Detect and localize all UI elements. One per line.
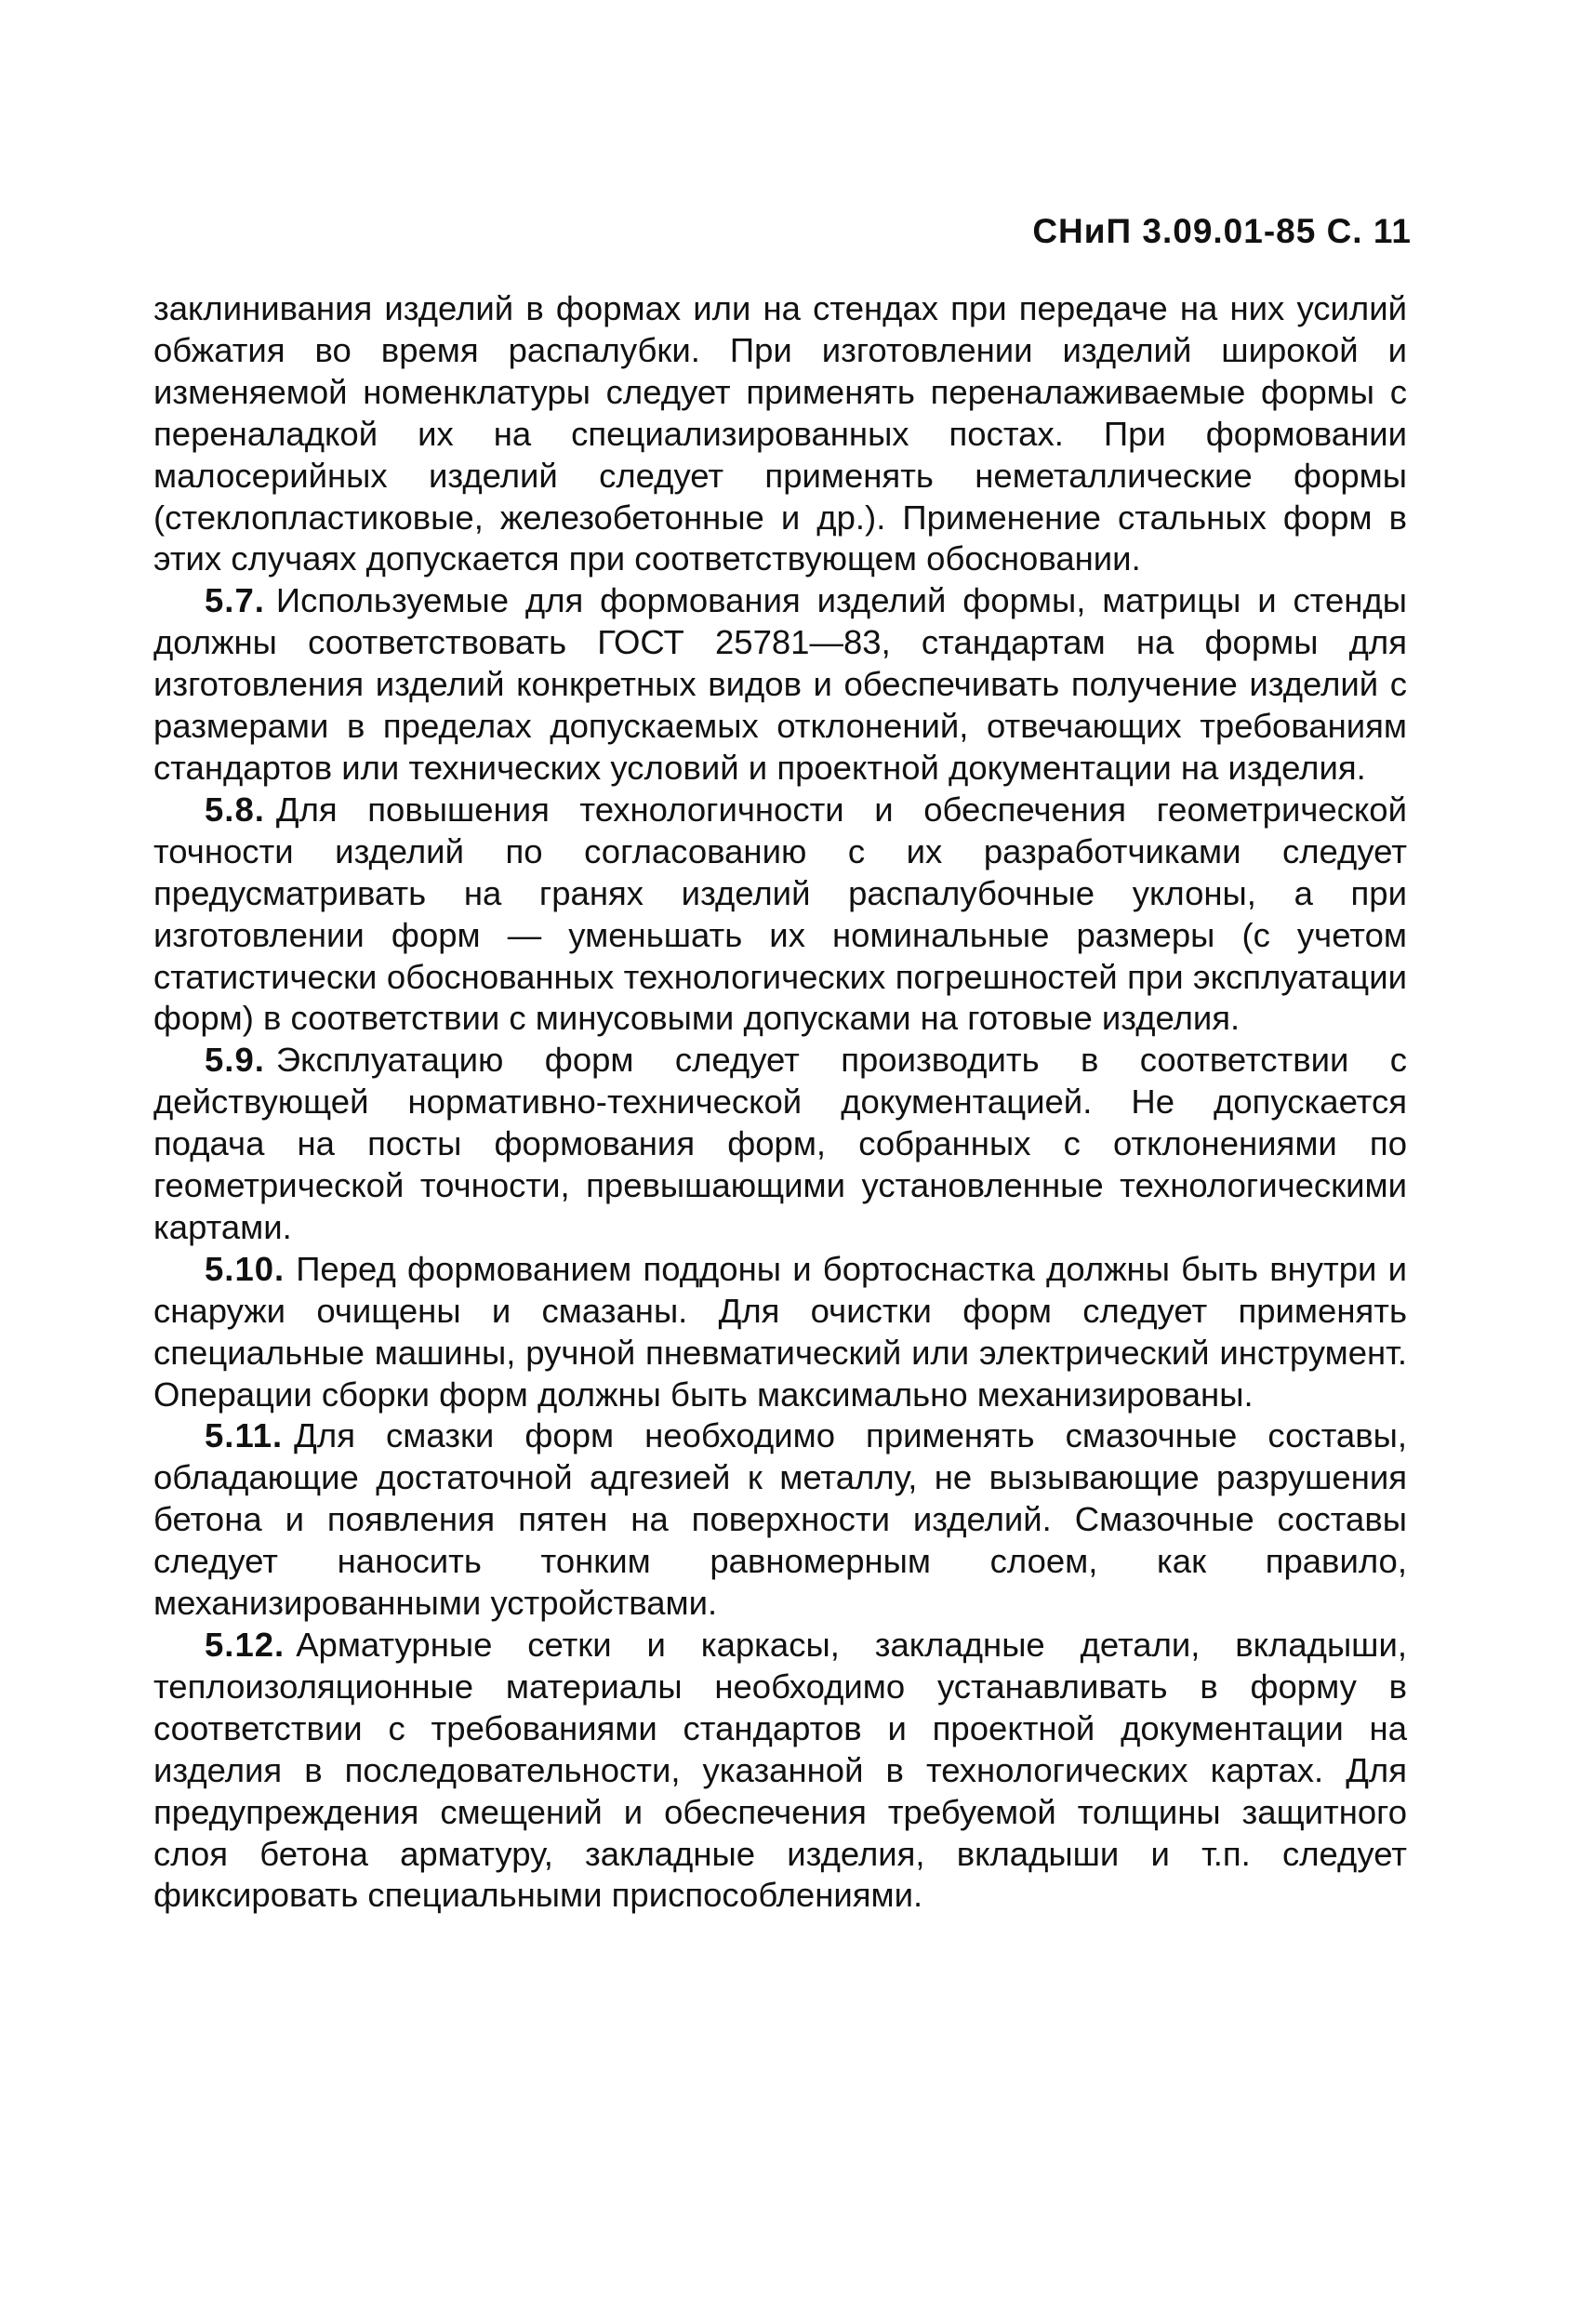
clause-text: Используемые для формования изделий формы, матрицы и стенды должны соответствовать ГОСТ 25781—83, стандартам на формы для изготовления изделий конкретных видов и обеспечивать получение изделий с размерами в пределах допускаемых отклонений, отвечающих требованиям стандартов или технических условий и проектной документации на изделия. (153, 581, 1407, 787)
clause-text: Эксплуатацию форм следует производить в соответствии с действующей нормативно-технической документацией. Не допускается подача на посты формования форм, собранных с отклонениями по геометрической точности, превышающими установленные технологическими картами. (153, 1041, 1407, 1246)
clause-number: 5.8. (205, 790, 265, 829)
intro-paragraph: заклинивания изделий в формах или на стендах при передаче на них усилий обжатия во время распалубки. При изготовлении изделий широкой и изменяемой номенклатуры следует применять переналаживаемые формы с переналадкой их на специализированных постах. При формовании малосерийных изделий следует применять неметаллические формы (стеклопластиковые, железобетонные и др.). Применение стальных форм в этих случаях допускается при соответствующем обосновании. (153, 289, 1407, 578)
clause-text: Для повышения технологичности и обеспечения геометрической точности изделий по согласованию с их разработчиками следует предусматривать на гранях изделий распалубочные уклоны, а при изготовлении форм — уменьшать их номинальные размеры (с учетом статистически обоснованных технологических погрешностей при эксплуатации форм) в соответствии с минусовыми допусками на готовые изделия. (153, 790, 1407, 1038)
clause-5-11 (153, 1415, 1407, 1625)
clause-text: Арматурные сетки и каркасы, закладные детали, вкладыши, теплоизоляционные материалы необходимо устанавливать в форму в соответствии с требованиями стандартов и проектной документации на изделия в последовательности, указанной в технологических картах. Для предупреждения смещений и обеспечения требуемой толщины защитного слоя бетона арматуру, закладные изделия, вкладыши и т.п. следует фиксировать специальными приспособлениями. (153, 1626, 1407, 1915)
clause-5-9 (153, 1040, 1407, 1249)
clause-5-8 (153, 790, 1407, 1040)
document-body (153, 288, 1407, 1917)
clause-text: Перед формованием поддоны и бортоснастка должны быть внутри и снаружи очищены и смазаны. Для очистки форм следует применять специальные машины, ручной пневматический или электрический инструмент. Операции сборки форм должны быть максимально механизированы. (153, 1249, 1407, 1414)
clause-number: 5.11. (205, 1416, 284, 1455)
clause-number: 5.9. (205, 1041, 265, 1080)
clause-5-7 (153, 580, 1407, 790)
clause-number: 5.12. (205, 1626, 285, 1664)
clause-number: 5.10. (205, 1249, 285, 1288)
clause-number: 5.7. (205, 581, 265, 620)
clause-5-10 (153, 1249, 1407, 1416)
running-header: СНиП 3.09.01-85 С. 11 (1032, 212, 1412, 250)
clause-5-12 (153, 1625, 1407, 1917)
clause-text: Для смазки форм необходимо применять смазочные составы, обладающие достаточной адгезией к металлу, не вызывающие разрушения бетона и появления пятен на поверхности изделий. Смазочные составы следует наносить тонким равномерным слоем, как правило, механизированными устройствами. (153, 1416, 1407, 1623)
